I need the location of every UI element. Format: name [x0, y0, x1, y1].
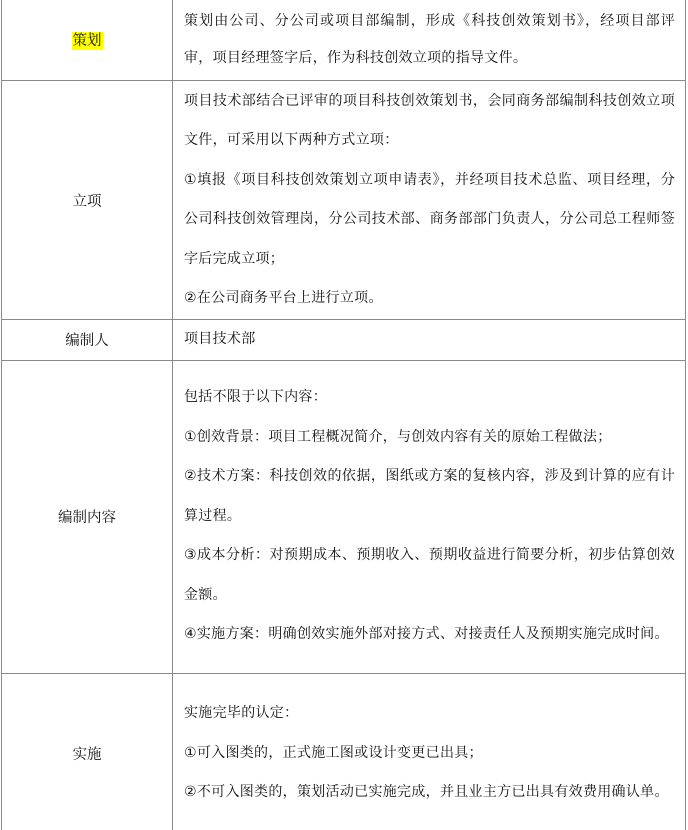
- row-content-cell: [173, 320, 686, 361]
- row-content-cell: [173, 360, 686, 673]
- row-label-cell: [2, 0, 173, 81]
- table-row-planning: [2, 0, 686, 81]
- content-paragraph: ②在公司商务平台上进行立项。: [184, 290, 383, 306]
- content-paragraph: 项目技术部: [184, 331, 256, 347]
- row-content-cell: [173, 0, 686, 81]
- row-label-cell: 立项: [2, 81, 173, 320]
- table-row-contents: [2, 360, 686, 673]
- row-label-cell: 编制人: [2, 320, 173, 361]
- content-paragraph: ②不可入图类的，策划活动已实施完成，并且业主方已出具有效费用确认单。: [184, 784, 669, 801]
- row-content-cell: [173, 81, 686, 320]
- table-row-initiation: [2, 81, 686, 320]
- row-label-highlighted: 策划: [72, 33, 102, 49]
- table-row-implementation: [2, 673, 686, 830]
- content-paragraph: ①填报《项目科技创效策划立项申请表》，并经项目技术总监、项目经理，分公司科技创效管理岗，分公司技术部、商务部部门负责人，分公司总工程师签字后完成立项；: [184, 171, 675, 267]
- content-paragraph: ④实施方案：明确创效实施外部对接方式、对接责任人及预期实施完成时间。: [184, 626, 669, 643]
- content-paragraph: ②技术方案：科技创效的依据，图纸或方案的复核内容，涉及到计算的应有计算过程。: [184, 468, 675, 524]
- content-paragraph: 策划由公司、分公司或项目部编制，形成《科技创效策划书》，经项目部评审，项目经理签字后，作为科技创效立项的指导文件。: [184, 12, 675, 66]
- row-label-cell: 实施: [2, 673, 173, 830]
- process-table: [1, 0, 686, 830]
- content-paragraph: ①可入图类的，正式施工图或设计变更已出具；: [184, 744, 483, 761]
- content-paragraph: 包括不限于以下内容：: [184, 389, 327, 406]
- content-paragraph: 实施完毕的认定：: [184, 705, 299, 722]
- row-content-cell: [173, 673, 686, 830]
- table-row-author: [2, 320, 686, 361]
- row-label-cell: 编制内容: [2, 360, 173, 673]
- content-paragraph: ①创效背景：项目工程概况简介，与创效内容有关的原始工程做法；: [184, 428, 612, 445]
- content-paragraph: ③成本分析：对预期成本、预期收入、预期收益进行简要分析，初步估算创效金额。: [184, 547, 675, 603]
- content-paragraph: 项目技术部结合已评审的项目科技创效策划书，会同商务部编制科技创效立项文件，可采用以下两种方式立项：: [184, 92, 675, 148]
